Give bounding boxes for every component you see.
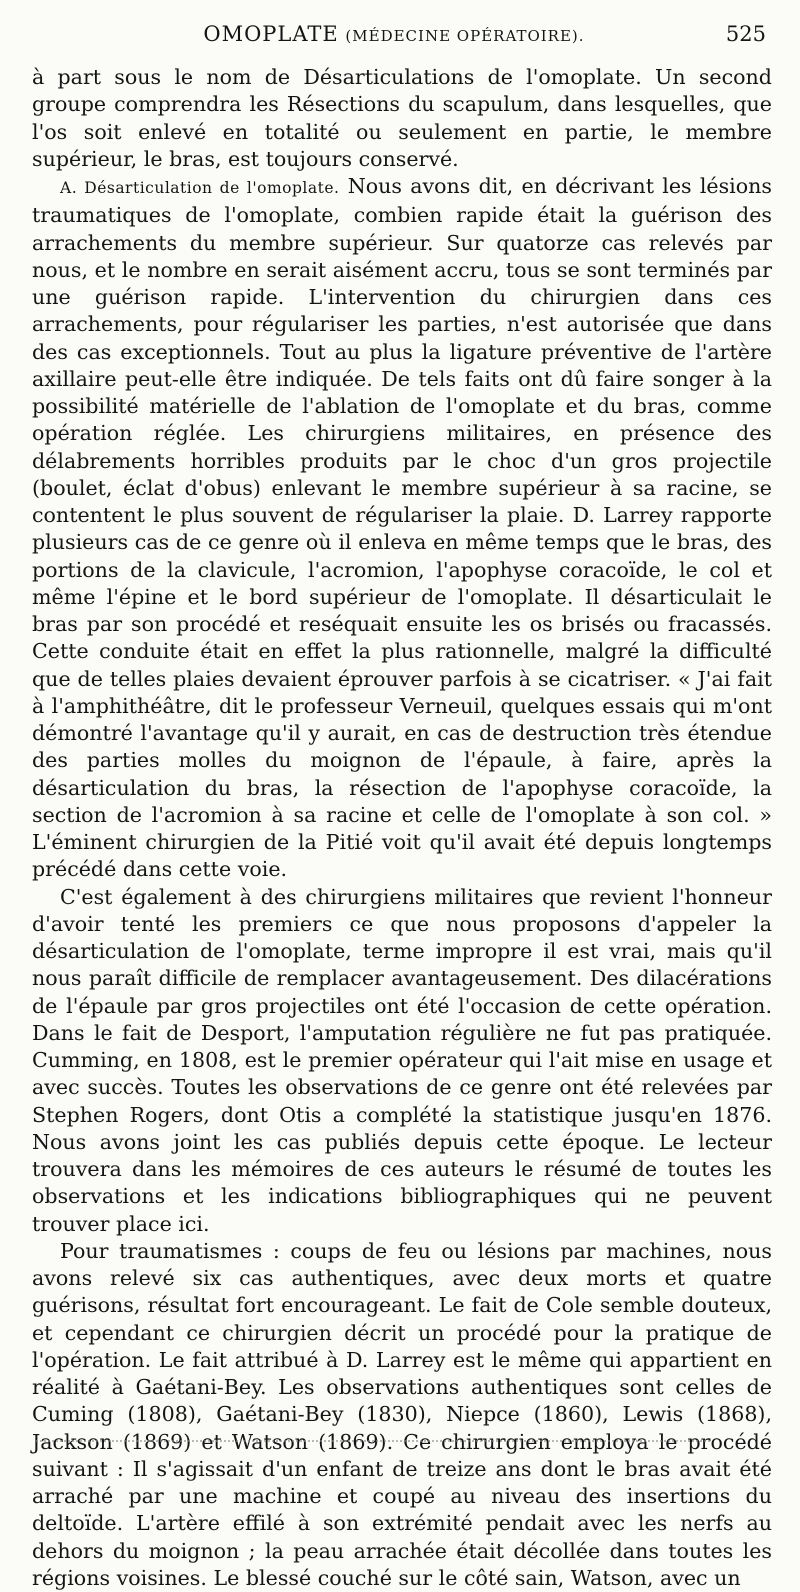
paragraph-traumatismes: Pour traumatismes : coups de feu ou lésions par machines, nous avons relevé six cas authentiques, avec deux morts et quatre guérisons, résultat fort encourageant. Le fait de Cole semble douteux, et cependant ce chirurgien décrit un procédé pour la pratique de l'opération. Le fait attribué à D. Larrey est le même qui appartient en réalité à Gaétani-Bey. Les observations authentiques sont celles de Cuming (1808), Gaétani-Bey (1830), Niepce (1860), Lewis (1868), Jackson (1869) et Watson (1869). Ce chirurgien employa le procédé suivant : Il s'agissait d'un enfant de treize ans dont le bras avait été arraché par une machine et coupé au niveau des insertions du deltoïde. L'artère effilé à son extrémité pendait avec les nerfs au dehors du moignon ; la peau arrachée était décollée dans toutes les régions voisines. Le blessé couché sur le côté sain, Watson, avec un	[32, 1238, 772, 1590]
paragraph-continuation: à part sous le nom de Désarticulations de l'omoplate. Un second groupe comprendra les Résections du scapulum, dans lesquelles, que l'os soit enlevé en totalité ou seulement en partie, le membre supérieur, le bras, est toujours conservé.	[32, 65, 772, 171]
running-subtitle: (MÉDECINE OPÉRATOIRE).	[345, 27, 585, 45]
footer-dotted-rule	[36, 1440, 710, 1444]
page-number: 525	[725, 22, 766, 46]
section-heading: A. Désarticulation de l'omoplate.	[60, 179, 340, 197]
paragraph-desarticulation-text: Nous avons dit, en décrivant les lésions traumatiques de l'omoplate, combien rapide était la guérison des arrachements du membre supérieur. Sur quatorze cas relevés par nous, et le nombre en serait aisément accru, tous se sont terminés par une guérison rapide. L'intervention du chirurgien dans ces arrachements, pour régulariser les parties, n'est autorisée que dans des cas exceptionnels. Tout au plus la ligature préventive de l'artère axillaire peut-elle être indiquée. De tels faits ont dû faire songer à la possibilité matérielle de l'ablation de l'omoplate et du bras, comme opération réglée. Les chirurgiens militaires, en présence des délabrements horribles produits par le choc d'un gros projectile (boulet, éclat d'obus) enlevant le membre supérieur à sa racine, se contentent le plus souvent de régulariser la plaie. D. Larrey rapporte plusieurs cas de ce genre où il enleva en même temps que le bras, des portions de la clavicule, l'acromion, l'apophyse coracoïde, le col et même l'épine et le bord supérieur de l'omoplate. Il désarticulait le bras par son procédé et reséquait ensuite les os brisés ou fracassés. Cette conduite était en effet la plus rationnelle, malgré la difficulté que de telles plaies devaient éprouver parfois à se cicatriser. « J'ai fait à l'amphithéâtre, dit le professeur Verneuil, quelques essais qui m'ont démontré l'avantage qu'il y aurait, en cas de destruction très étendue des parties molles du moignon de l'épaule, à faire, après la désarticulation du bras, la résection de l'apophyse coracoïde, la section de l'acromion à sa racine et celle de l'omoplate à son col. » L'éminent chirurgien de la Pitié voit qu'il avait été depuis longtemps précédé dans cette voie.	[32, 174, 773, 882]
running-header	[62, 22, 766, 62]
body-text	[32, 64, 772, 1592]
running-title: OMOPLATE	[203, 22, 339, 46]
paragraph-desarticulation	[32, 173, 772, 884]
paragraph-military-surgeons: C'est également à des chirurgiens militaires que revient l'honneur d'avoir tenté les premiers ce que nous proposons d'appeler la désarticulation de l'omoplate, terme impropre il est vrai, mais qu'il nous paraît difficile de remplacer avantageusement. Des dilacérations de l'épaule par gros projectiles ont été l'occasion de cette opération. Dans le fait de Desport, l'amputation régulière ne fut pas pratiquée. Cumming, en 1808, est le premier opérateur qui l'ait mise en usage et avec succès. Toutes les observations de ce genre ont été relevées par Stephen Rogers, dont Otis a complété la statistique jusqu'en 1876. Nous avons joint les cas publiés depuis cette époque. Le lecteur trouvera dans les mémoires de ces auteurs le résumé de toutes les observations et les indications bibliographiques qui ne peuvent trouver place ici.	[32, 884, 772, 1236]
